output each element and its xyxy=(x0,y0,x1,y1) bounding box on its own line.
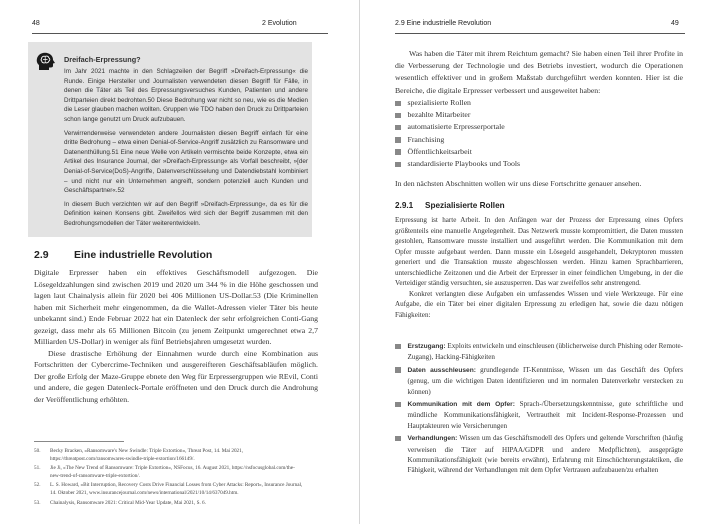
right-page xyxy=(361,0,720,524)
running-header-chapter: 2 Evolution xyxy=(262,20,297,27)
page-number-right: 49 xyxy=(671,20,679,27)
bullet-square-icon xyxy=(395,344,401,350)
body-paragraph: Konkret verlangten diese Aufgaben ein umfassendes Wissen und viele Werkzeuge. Für eine Aufgabe, die ein Täter bei einer digitalen Erpressung zu erledigen hat, sowie die dazu nötigen Fähigkeiten: xyxy=(395,289,683,319)
footnote: 50. Becky Bracken, »Ransomware's New Swindle: Triple Extortion«, Threat Post, 14. Mai 2021, https://threatpost.com/ransomwares-swindle-triple-extortion/166149/. xyxy=(34,448,244,462)
outro-paragraph: In den nächsten Abschnitten wollen wir uns diese Fortschritte genauer ansehen. xyxy=(395,179,642,188)
box-paragraph: Verwirrenderweise verwendeten andere Journalisten diesen Begriff einfach für eine dritte Bedrohung – etwa einen Denial-of-Service-Angriff zusätzlich zu Ransomware und Datenenthüllung.51 Eine neue Welle von Artikeln vermischte beide Konzepte, etwa ein Artikel des Insurance Journal, der »Dreifach-Erpressung« als Vorfall beschreibt, »[der Denial-of-Service(DoS)-Angriffe, Datenverschlüsselung und Datendiebstahl kombiniert – und nicht nur ein Unternehmen angreift, sondern potenziell auch Kunden und Geschäftspartner«.52 xyxy=(64,129,308,195)
footnote: 51. Jie Ji, »The New Trend of Ransomware: Triple Extortion«, NSFocus, 16. August 2021, https://nsfocusglobal.com/the-new-trend-of-ransomware-triple-extortion/. xyxy=(34,465,295,479)
subsection-heading xyxy=(395,201,505,210)
page-number-left: 48 xyxy=(32,20,40,27)
bullet-square-icon xyxy=(395,436,401,442)
skills-list xyxy=(395,341,683,478)
right-body xyxy=(395,215,683,320)
skill-label: Kommunikation mit dem Opfer: xyxy=(407,401,515,409)
section-title: Eine industrielle Revolution xyxy=(74,249,213,261)
subsection-number: 2.9.1 xyxy=(395,201,414,210)
list-item: Verhandlungen: Wissen um das Geschäftsmodell des Opfers und geltende Vorschriften (häufig verweisen die Täter auf HIPAA/GDPR und andere Medpflichten), ausgeprägte Kommunikationsfähigkeit (wie bereits erwähnt), Erfahrung mit Einschüchterungstaktiken, die Fähigkeit, während der Verhandlungen mit dem Opfer Vertrauen aufzubauen/zu erhalten xyxy=(395,433,683,476)
list-item: standardisierte Playbooks und Tools xyxy=(395,158,683,170)
body-paragraph: Diese drastische Erhöhung der Einnahmen wurde durch eine Kombination aus Fortschritten der Cybercrime-Techniken und ausgereifteren Geschäftsabläufen möglich. Der große Erfolg der Maze-Gruppe ebnete den Weg für Erpressergruppen wie REvil, Conti und andere, die gegen Datenleck-Portale eröffneten und den Druck durch die Androhung der Veröffentlichung erhöhten. xyxy=(34,348,318,404)
box-paragraph: Im Jahr 2021 machte in den Schlagzeilen der Begriff »Dreifach-Erpressung« die Runde. Einige Hersteller und Journalisten verwendeten diesen Begriff für Fälle, in denen die Täter als Teil des Erpressungsversuches Kunden, Patienten und andere Drittparteien direkt bedrohten.50 Diese Bedrohung war nicht so neu, wie es die Medien die Leser glauben machen wollten. Gruppen wie TDO haben den Druck zu Drittparteien schon lange genutzt um Druck aufzubauen. xyxy=(64,68,308,123)
box-paragraph: In diesem Buch verzichten wir auf den Begriff »Dreifach-Erpressung«, da es für die Definition keinen Konsens gibt. Zweifellos wird sich der Begriff zusammen mit den Bedrohungsmodellen der Täter weiterentwickeln. xyxy=(64,200,308,227)
list-item: Öffentlichkeitsarbeit xyxy=(395,146,683,158)
footnotes xyxy=(34,448,304,509)
intro-paragraph: Was haben die Täter mit ihrem Reichtum gemacht? Sie haben einen Teil ihrer Profite in die Verbesserung der Technologie und des Betriebs investiert, wodurch die Operationen wesentlich effektiver und in großem Maßstab durchgeführt werden konnten. Hier ist die Bereiche, die digitale Erpresser verbessert und ausgeweitet haben: xyxy=(395,49,683,95)
section-number: 2.9 xyxy=(34,249,49,261)
bullet-square-icon xyxy=(395,162,401,168)
list-item: Erstzugang: Exploits entwickeln und einschleusen (üblicherweise durch Phishing oder Remote-Zugang), Hacking-Fähigkeiten xyxy=(395,341,683,363)
list-item: automatisierte Erpresserportale xyxy=(395,121,683,133)
bullet-square-icon xyxy=(395,125,401,131)
list-item: Kommunikation mit dem Opfer: Sprach-/Übersetzungskenntnisse, gute schriftliche und mündliche Kommunikationsfähigkeit, Vertrautheit mit Incident-Response-Prozessen und Hauptakteuren wie Versicherungen xyxy=(395,399,683,431)
info-box xyxy=(28,42,312,237)
bullet-square-icon xyxy=(395,137,401,143)
footnote: 52. L. S. Howard, »Bit Interruption, Recovery Costs Drive Financial Losses from Cyber Attacks: Report«, Insurance Journal, 14. Oktober 2021, www.insurancejournal.com/news/international/2021/10/14/637049.htm. xyxy=(34,482,303,496)
body-paragraph: Digitale Erpresser haben ein effektives Geschäftsmodell aufgezogen. Die Lösegeldzahlungen sind zwischen 2019 und 2020 um 344 % in die Höhe geschossen und lagen laut Chainalysis allein für 2020 bei 406 Millionen US-Dollar.53 (Die Kriminellen haben mit Sicherheit mehr eingenommen, da die Wallet-Adressen vieler Täter bis heute unbekannt sind.) Ende Februar 2022 hat ein Datenleck der sehr erfolgreichen Conti-Gang gezeigt, dass mehr als 65 Millionen Bitcoin (zu jenem Zeitpunkt umgerechnet etwa 2,7 Milliarden US-Dollar) in weniger als fünf Betriebsjahren umgesetzt wurden. xyxy=(34,268,318,346)
bullet-square-icon xyxy=(395,101,401,107)
section-heading xyxy=(34,249,212,261)
skill-label: Verhandlungen: xyxy=(407,435,458,443)
list-item: Daten ausschleusen: grundlegende IT-Kenntnisse, Wissen um das Geschäft des Opfers (genug, um die wichtigen Daten identifizieren und im normalen Datenverkehr verstecken zu können) xyxy=(395,365,683,397)
running-header-section: 2.9 Eine industrielle Revolution xyxy=(395,20,492,27)
bullet-square-icon xyxy=(395,113,401,119)
bullet-square-icon xyxy=(395,149,401,155)
box-title: Dreifach-Erpressung? xyxy=(64,55,141,64)
header-rule xyxy=(395,33,685,34)
header-rule xyxy=(32,33,328,34)
skill-label: Erstzugang: xyxy=(407,343,446,350)
bullet-square-icon xyxy=(395,402,401,408)
footnote: 53. Chainalysis, Ransomware 2021: Critical Mid-Year Update, Mai 2021, S. 6. xyxy=(34,499,206,506)
footnote-rule xyxy=(34,441,124,442)
right-intro xyxy=(395,48,683,97)
list-item: Franchising xyxy=(395,134,683,146)
body-paragraph: Erpressung ist harte Arbeit. In den Anfängen war der Prozess der Erpressung eines Opfers größtenteils eine manuelle Angelegenheit. Das Netzwerk musste kompromittiert, die Daten mussten gestohlen, Ransomware musste installiert und ausgeführt werden. Die Kommunikation mit dem Opfer musste aufgebaut werden. Dann musste ein Lösegeld ausgehandelt, Dekryptoren mussten generiert und die Transaktion musste abgeschlossen werden. Hinzu kamen Sprachbarrieren, unterschiedliche Zeitzonen und die Arbeit der Erpresser in einer feindlichen Umgebung, in der die Verteidiger ständig versuchten, sie auszusperren. Das war zweifellos sehr anstrengend. xyxy=(395,216,683,287)
left-body xyxy=(34,267,318,405)
list-item: bezahlte Mitarbeiter xyxy=(395,109,683,121)
list-item: spezialisierte Rollen xyxy=(395,97,683,109)
subsection-title: Spezialisierte Rollen xyxy=(425,201,505,210)
improvements-list xyxy=(395,97,683,170)
head-brain-icon xyxy=(34,50,58,74)
right-outro xyxy=(395,178,683,190)
bullet-square-icon xyxy=(395,367,401,373)
skill-label: Daten ausschleusen: xyxy=(407,366,476,374)
